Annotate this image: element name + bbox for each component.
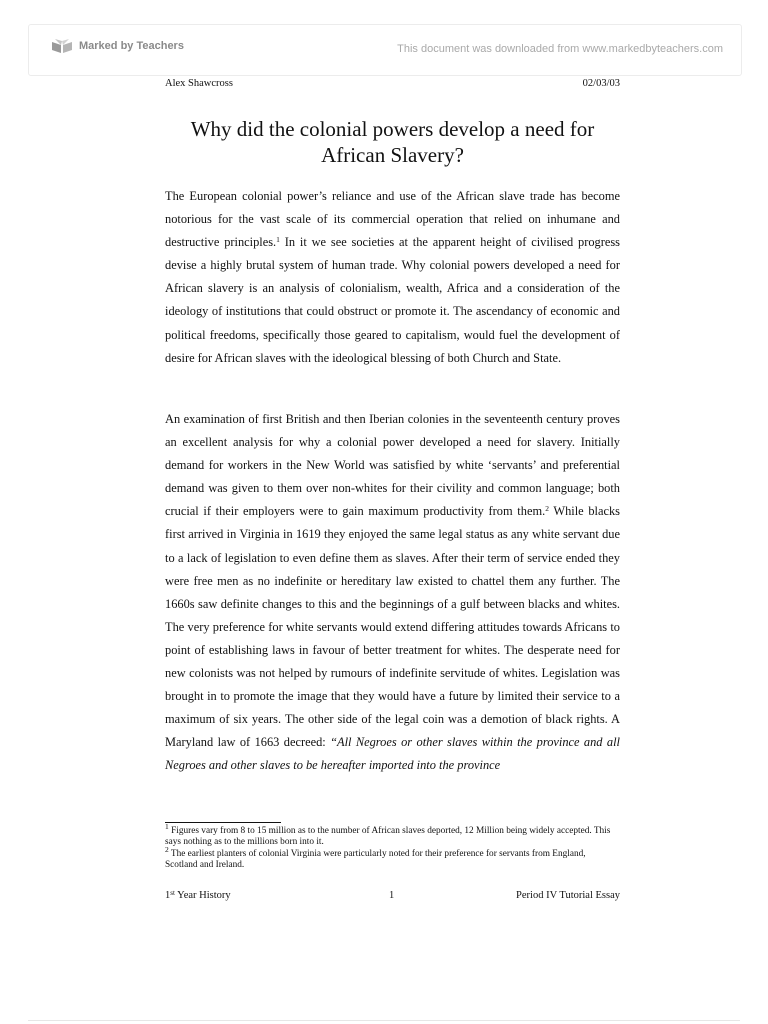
course-label-rest: Year History [174, 890, 231, 901]
footnote-2 [165, 844, 620, 872]
page-bottom-edge [28, 1020, 740, 1021]
footnote-divider [165, 822, 281, 823]
essay-title-line-2: African Slavery? [321, 143, 464, 167]
page-footer [165, 890, 620, 904]
footnote-1 [165, 822, 620, 849]
footnote-1-number: 1 [165, 822, 169, 831]
footnotes [165, 822, 620, 872]
course-year-suffix: st [170, 889, 175, 897]
document-date: 02/03/03 [582, 78, 620, 89]
paragraph-1-text-b: In it we see societies at the apparent height of civilised progress devise a highly brutal system of human trade. Why colonial powers developed a need for African slavery is an analysis of colonialism, wealth, Africa and a consideration of the ideology of institutions that could obstruct or promote it. The ascendancy of economic and political freedoms, specifically those geared to capitalism, would fuel the development of desire for African slaves with the ideological blessing of both Church and State. [165, 235, 620, 365]
page-header [165, 78, 620, 92]
site-logo[interactable] [51, 38, 184, 54]
footnote-1-text: Figures vary from 8 to 15 million as to the number of African slaves deported, 12 Million being widely accepted. This says nothing as to the millions born into it. [165, 826, 611, 848]
page-number: 1 [389, 890, 395, 901]
download-note: This document was downloaded from www.markedbyteachers.com [397, 43, 723, 55]
author-name: Alex Shawcross [165, 78, 233, 89]
paragraph-2-text-a: An examination of first British and then Iberian colonies in the seventeenth century proves an excellent analysis for why a colonial power developed a need for slavery. Initially demand for workers in the New World was satisfied by white ‘servants’ and preferential demand was given to them over non-whites for their civility and common language; both crucial if their employers were to gain maximum productivity from them. [165, 412, 620, 519]
logo-text: Marked by Teachers [79, 40, 184, 52]
paragraph-2 [165, 408, 620, 778]
course-label [165, 890, 231, 901]
maryland-law-quote: “All Negroes or other slaves within the province and all Negroes and other slaves to be hereafter imported into the province [165, 735, 620, 773]
footnote-ref-1[interactable]: 1 [276, 235, 280, 245]
footnote-2-number: 2 [165, 844, 169, 854]
folded-book-icon [51, 38, 73, 54]
paragraph-1-text-a: The European colonial power’s reliance and use of the African slave trade has become notorious for the vast scale of its commercial operation that relied on inhumane and destructive principles. [165, 189, 620, 250]
footnote-2-text: The earliest planters of colonial Virginia were particularly noted for their preference for servants from England, Scotland and Ireland. [165, 848, 586, 871]
footnote-ref-2[interactable]: 2 [545, 504, 549, 514]
essay-title-line-1: Why did the colonial powers develop a need for [190, 117, 595, 141]
paragraph-1 [165, 185, 620, 370]
paragraph-2-text-b: While blacks first arrived in Virginia in 1619 they enjoyed the same legal status as any white servant due to a lack of legislation to even define them as slaves. After their term of service ended they were free men as no indefinite or hereditary law existed to chattel them any further. The 1660s saw definite changes to this and the beginnings of a gulf between blacks and whites. The very preference for white servants would extend differing attitudes towards Africans to point of establishing laws in favour of better treatment for whites. The desperate need for new colonists was not helped by rumours of indefinite servitude of whites. Legislation was brought in to promote the image that they would have a future by limited their service to a maximum of six years. The other side of the legal coin was a demotion of black rights. A Maryland law of 1663 decreed: [165, 504, 620, 750]
essay-type: Period IV Tutorial Essay [516, 890, 620, 901]
essay-title [140, 116, 645, 168]
download-banner [28, 24, 742, 76]
course-year-number: 1 [165, 890, 171, 901]
